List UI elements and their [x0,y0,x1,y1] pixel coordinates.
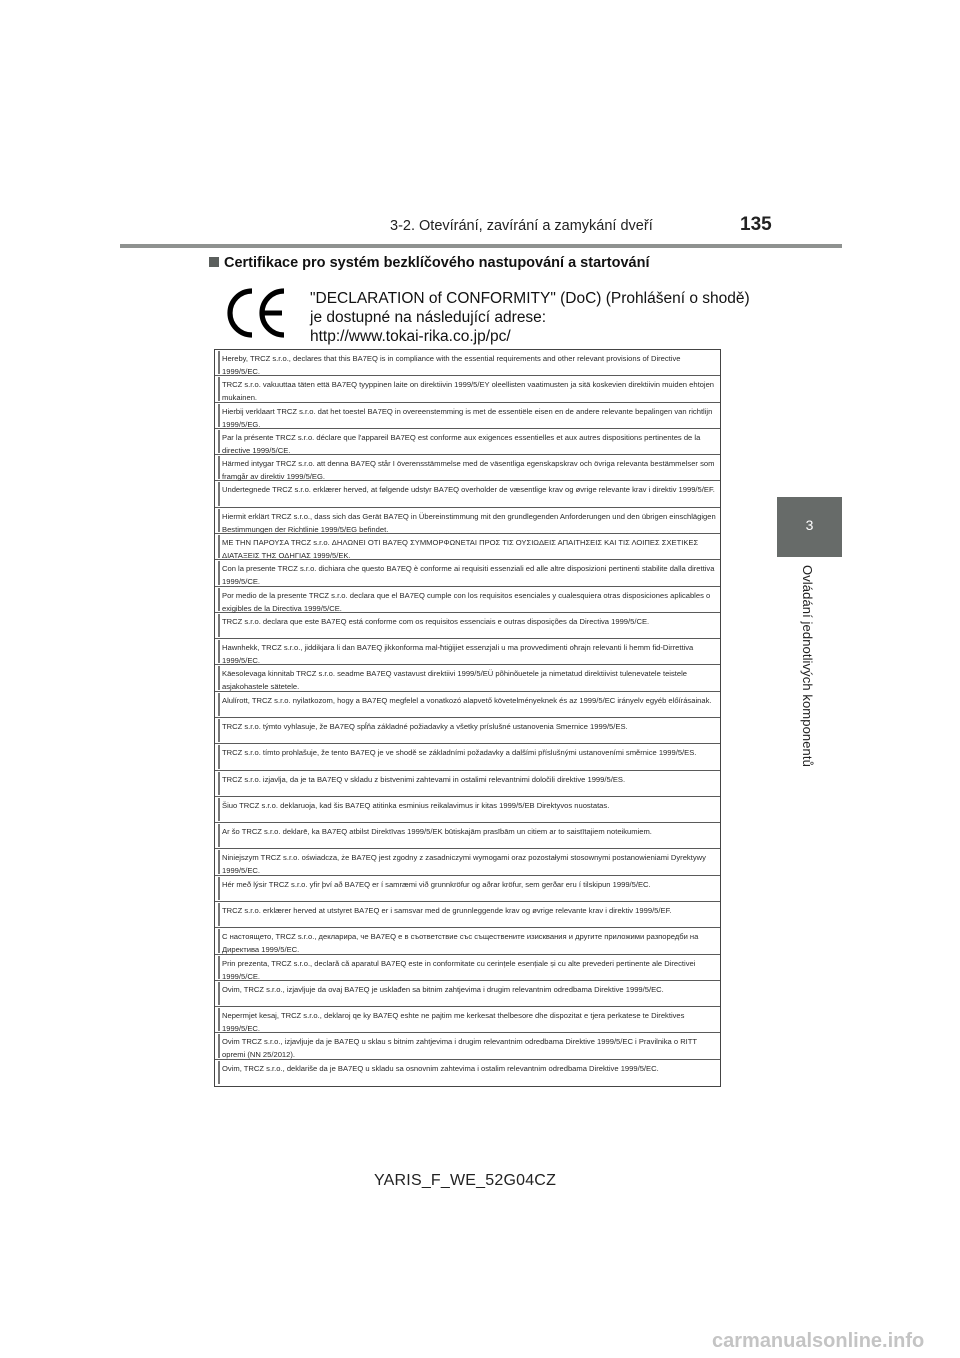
declaration-text: Con la presente TRCZ s.r.o. dichiara che questo BA7EQ è conforme ai requisiti essenziali ed alle altre disposizioni pertinenti stabilite dalla direttiva 1999/5/CE. [222,564,715,587]
declaration-row [215,902,720,928]
declaration-row [215,981,720,1007]
declaration-text: Hér með lýsir TRCZ s.r.o. yfir því að BA7EQ er í samræmi við grunnkröfur og aðrar kröfur, sem gerðar eru í tilskipun 1999/5/EC. [222,879,651,889]
declaration-text: Hereby, TRCZ s.r.o., declares that this BA7EQ is in compliance with the essential requirements and other relevant provisions of Directive 1999/5/EC. [222,354,681,376]
declaration-text: Ar šo TRCZ s.r.o. deklarē, ka BA7EQ atbilst Direktīvas 1999/5/EK būtiskajām prasībām un citiem ar to saistītajiem noteikumiem. [222,827,652,837]
row-margin-line [218,1034,220,1057]
row-margin-line [218,509,220,532]
declaration-row [215,429,720,455]
row-margin-line [218,798,220,821]
section-heading-text: Certifikace pro systém bezklíčového nastupování a startování [224,255,650,271]
declaration-row [215,692,720,718]
declaration-text: Alulírott, TRCZ s.r.o. nyilatkozom, hogy a BA7EQ megfelel a vonatkozó alapvető követelményeknek és az 1999/5/EC irányelv egyéb előírásainak. [222,695,712,705]
row-margin-line [218,482,220,505]
row-margin-line [218,666,220,689]
declaration-text: Nepermjet kesaj, TRCZ s.r.o., deklaroj qe ky BA7EQ eshte ne pajtim me kerkesat thelbesore dhe dispozitat e tjera perkatese te Direktives 1999/5/EC. [222,1011,685,1034]
declaration-text: Hawnhekk, TRCZ s.r.o., jiddikjara li dan BA7EQ jikkonforma mal-ħtiġijiet essenzjali u ma provvedimenti oħrajn relevanti li hemm fid-Dirrettiva 1999/5/EC. [222,643,694,666]
row-margin-line [218,404,220,427]
row-margin-line [218,982,220,1005]
declaration-text: TRCZ s.r.o. vakuuttaa täten että BA7EQ tyyppinen laite on direktiivin 1999/5/EY oleellisten vaatimusten ja sitä koskevien direktiivin muiden ehtojen mukainen. [222,380,715,403]
declaration-row [215,876,720,902]
declaration-text: TRCZ s.r.o. tímto prohlašuje, že tento BA7EQ je ve shodě se základními požadavky a dalšími příslušnými ustanoveními směrnice 1999/5/ES. [222,748,697,758]
declaration-row [215,613,720,639]
declaration-row [215,508,720,534]
declaration-row [215,587,720,613]
page-number: 135 [740,214,772,235]
declaration-text: TRCZ s.r.o. erklærer herved at utstyret BA7EQ er i samsvar med de grunnleggende krav og øvrige relevante krav i direktiv 1999/5/EF. [222,906,672,915]
row-margin-line [218,377,220,400]
row-margin-line [218,1008,220,1031]
chapter-tab [777,497,842,557]
declaration-row [215,797,720,823]
row-margin-line [218,877,220,900]
header-section-title: 3-2. Otevírání, zavírání a zamykání dveří [390,218,653,234]
declaration-row [215,718,720,744]
declaration-text: Niniejszym TRCZ s.r.o. oświadcza, że BA7EQ jest zgodny z zasadniczymi wymogami oraz pozostałymi stosownymi postanowieniami Dyrektywy 1999/5/EC. [222,853,706,876]
row-margin-line [218,1061,220,1084]
intro-line-doc: "DECLARATION of CONFORMITY" (DoC) (Prohlášení o shodě) [310,290,750,307]
row-margin-line [218,535,220,558]
declaration-text: Par la présente TRCZ s.r.o. déclare que l'appareil BA7EQ est conforme aux exigences essentielles et aux autres dispositions pertinentes de la directive 1999/5/CE. [222,432,701,455]
doc-intro [310,289,750,346]
declaration-text: Ovim, TRCZ s.r.o., deklariše da je BA7EQ u skladu sa osnovnim zahtevima i ostalim relevantnim odredbama Direktive 1999/5/EC. [222,1063,659,1073]
declaration-row [215,1060,720,1085]
row-margin-line [218,430,220,453]
declaration-row [215,481,720,507]
row-margin-line [218,929,220,952]
intro-line-url: http://www.tokai-rika.co.jp/pc/ [310,328,511,345]
declaration-text: Šiuo TRCZ s.r.o. deklaruoja, kad šis BA7EQ atitinka esminius reikalavimus ir kitas 1999/5/EB Direktyvos nuostatas. [222,800,610,810]
declaration-table [214,349,721,1087]
declaration-row [215,350,720,376]
chapter-tab-number: 3 [805,517,814,533]
row-margin-line [218,351,220,374]
row-margin-line [218,903,220,926]
declaration-row [215,744,720,770]
section-heading [209,255,649,271]
row-margin-line [218,956,220,979]
chapter-tab-label: Ovládání jednotlivých komponentů [800,565,815,767]
declaration-text: Ovim, TRCZ s.r.o., izjavljuje da ovaj BA7EQ je usklađen sa bitnim zahtjevima i drugim relevantnim odredbama Direktive 1999/5/EC. [222,984,664,994]
heading-square-icon [209,257,219,267]
row-margin-line [218,850,220,873]
declaration-row [215,1007,720,1033]
declaration-text: Por medio de la presente TRCZ s.r.o. declara que el BA7EQ cumple con los requisitos esenciales y cualesquiera otras disposiciones aplicables o exigibles de la Directiva 1999/5/CE. [222,590,711,613]
document-code: YARIS_F_WE_52G04CZ [374,1172,557,1189]
declaration-row [215,534,720,560]
declaration-row [215,665,720,691]
row-margin-line [218,824,220,847]
declaration-text: ΜΕ ΤΗΝ ΠΑΡΟΥΣΑ TRCZ s.r.o. ΔΗΛΩΝΕΙ ΟΤΙ BA7EQ ΣΥΜΜΟΡΦΩΝΕΤΑΙ ΠΡΟΣ ΤΙΣ ΟΥΣΙΩΔΕΙΣ ΑΠΑΙΤΗΣΕΙΣ ΚΑΙ ΤΙΣ ΛΟΙΠΕΣ ΣΧΕΤΙΚΕΣ ΔΙΑΤΑΞΕΙΣ ΤΗΣ ΟΔΗΓΙΑΣ 1999/5/ΕΚ. [222,538,699,560]
declaration-row [215,849,720,875]
declaration-text: TRCZ s.r.o. izjavlja, da je ta BA7EQ v skladu z bistvenimi zahtevami in ostalimi relevantnimi določili direktive 1999/5/ES. [222,774,626,784]
declaration-row [215,376,720,402]
row-margin-line [218,719,220,742]
row-margin-line [218,588,220,611]
row-margin-line [218,640,220,663]
ce-mark-icon [222,287,292,339]
declaration-text: Härmed intygar TRCZ s.r.o. att denna BA7EQ står I överensstämmelse med de väsentliga egenskapskrav och övriga relevanta bestämmelser som framgår av direktiv 1999/5/EG. [222,459,715,482]
declaration-row [215,928,720,954]
declaration-row [215,560,720,586]
declaration-text: Ovim TRCZ s.r.o., izjavljuje da je BA7EQ u sklau s bitnim zahtjevima i drugim relevantnim odredbama Direktive 1999/5/EC i Pravilnika o RITT opremi (NN 25/2012). [222,1037,697,1060]
declaration-row [215,639,720,665]
row-margin-line [218,614,220,637]
declaration-row [215,955,720,981]
declaration-row [215,1033,720,1059]
declaration-text: TRCZ s.r.o. declara que este BA7EQ está conforme com os requisitos essenciais e outras disposições da Directiva 1999/5/CE. [222,616,650,626]
declaration-text: Undertegnede TRCZ s.r.o. erklærer herved, at følgende udstyr BA7EQ overholder de væsentlige krav og øvrige relevante krav i direktiv 1999/5/EF. [222,485,715,495]
watermark: carmanualsonline.info [712,1330,925,1352]
declaration-text: Hiermit erklärt TRCZ s.r.o., dass sich das Gerät BA7EQ in Übereinstimmung mit den grundlegenden Anforderungen und den übrigen einschlägigen Bestimmungen der Richtlinie 1999/5/EG befindet. [222,511,716,534]
row-margin-line [218,745,220,768]
row-margin-line [218,561,220,584]
row-margin-line [218,772,220,795]
declaration-text: Hierbij verklaart TRCZ s.r.o. dat het toestel BA7EQ in overeenstemming is met de essentiële eisen en de andere relevante bepalingen van richtlijn 1999/5/EG. [222,406,713,429]
declaration-row [215,455,720,481]
declaration-row [215,771,720,797]
header-divider [120,244,842,248]
intro-line-address: je dostupné na následující adrese: [310,309,547,326]
row-margin-line [218,693,220,716]
declaration-row [215,403,720,429]
declaration-text: TRCZ s.r.o. týmto vyhlasuje, že BA7EQ spĺňa základné požiadavky a všetky príslušné ustanovenia Smernice 1999/5/ES. [222,722,628,731]
row-margin-line [218,456,220,479]
declaration-text: С настоящето, TRCZ s.r.o., декларира, че BA7EQ е в съответствие със съществените изисквания и другите приложими разпоредби на Директива 1999/5/ЕС. [222,932,699,955]
declaration-text: Prin prezenta, TRCZ s.r.o., declară că aparatul BA7EQ este in conformitate cu cerințele esențiale și cu alte prevederi pertinente ale Directivei 1999/5/CE. [222,958,696,981]
declaration-text: Käesolevaga kinnitab TRCZ s.r.o. seadme BA7EQ vastavust direktiivi 1999/5/EÜ põhinõuetele ja nimetatud direktiivist tulenevatele teistele asjakohastele sätetele. [222,669,688,692]
declaration-row [215,823,720,849]
